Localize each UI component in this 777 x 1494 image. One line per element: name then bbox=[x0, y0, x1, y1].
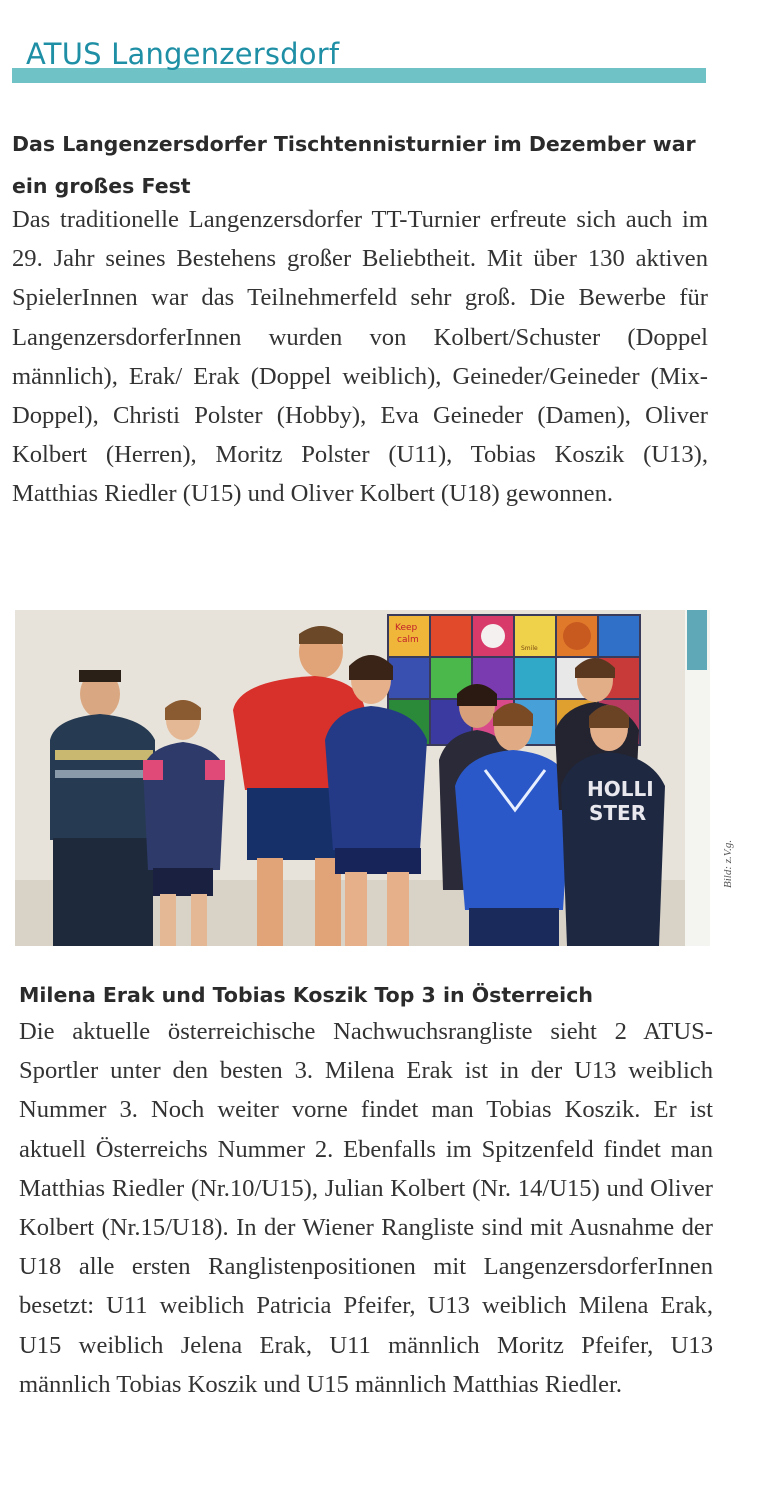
article-heading-rankings: Milena Erak und Tobias Koszik Top 3 in Österreich bbox=[19, 983, 593, 1007]
shirt-text-line1: HOLLI bbox=[587, 777, 654, 801]
section-header bbox=[12, 34, 706, 90]
article-heading-tournament: Das Langenzersdorfer Tischtennisturnier im Dezember war ein großes Fest bbox=[12, 132, 696, 198]
team-photo bbox=[15, 610, 710, 946]
article-body-rankings: Die aktuelle österreichische Nachwuchsrangliste sieht 2 ATUS-Sportler unter den besten 3. Milena Erak ist in der U13 weiblich Nummer 3. Noch weiter vorne findet man Tobias Koszik. Er ist aktuell Österreichs Nummer 2. Ebenfalls im Spitzenfeld findet man Matthias Riedler (Nr.10/U15), Julian Kolbert (Nr. 14/U15) und Oliver Kolbert (Nr.15/U18). In der Wiener Rangliste sind mit Ausnahme der U18 alle ersten Ranglistenpositionen mit LangenzersdorferInnen besetzt: U11 weiblich Patricia Pfeifer, U13 weiblich Milena Erak, U15 weiblich Jelena Erak, U11 männlich Moritz Pfeifer, U13 männlich Tobias Koszik und U15 männlich Matthias Riedler. bbox=[19, 1018, 713, 1398]
photo-credit: Bild: z.V.g. bbox=[722, 839, 734, 888]
article-body-tournament: Das traditionelle Langenzersdorfer TT-Turnier erfreute sich auch im 29. Jahr seines Bestehens großer Beliebtheit. Mit über 130 aktiven SpielerInnen war das Teilnehmerfeld sehr groß. Die Bewerbe für LangenzersdorferInnen wurden von Kolbert/Schuster (Doppel männlich), Erak/ Erak (Doppel weiblich), Geineder/Geineder (Mix-Doppel), Christi Polster (Hobby), Eva Geineder (Damen), Oliver Kolbert (Herren), Moritz Polster (U11), Tobias Koszik (U13), Matthias Riedler (U15) und Oliver Kolbert (U18) gewonnen. bbox=[12, 206, 708, 508]
shirt-text-line2: STER bbox=[589, 801, 647, 825]
poster-text-keep: Keep bbox=[395, 623, 418, 633]
section-title: ATUS Langenzersdorf bbox=[26, 37, 340, 71]
poster-text-smile: Smile bbox=[521, 645, 538, 652]
poster-text-calm: calm bbox=[397, 635, 419, 645]
